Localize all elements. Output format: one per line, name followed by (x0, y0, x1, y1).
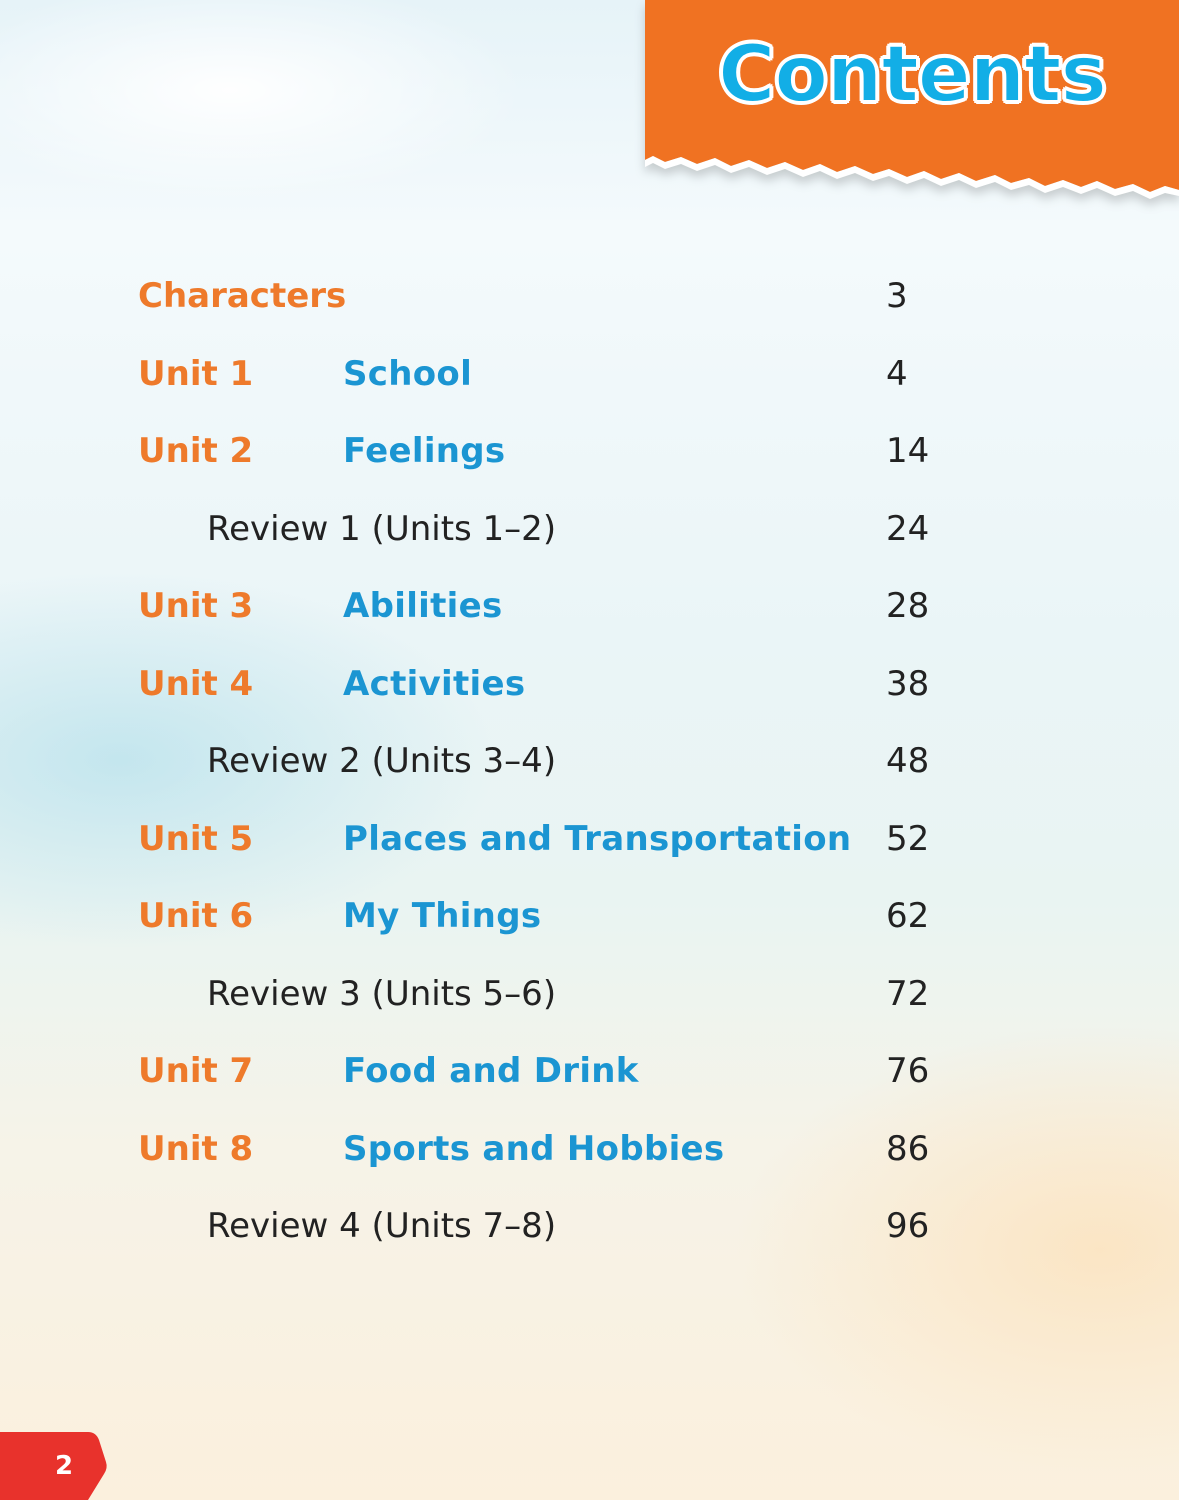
toc-page-number: 14 (886, 431, 930, 471)
page-number-tab (0, 1432, 110, 1500)
toc-label: Unit 8 (138, 1129, 254, 1169)
toc-page-number: 76 (886, 1051, 930, 1091)
toc-review-title: Review 2 (Units 3–4) (207, 741, 557, 781)
toc-label: Unit 4 (138, 664, 254, 704)
toc-page-number: 72 (886, 974, 930, 1014)
toc-review-title: Review 1 (Units 1–2) (207, 509, 557, 549)
toc-label: Unit 1 (138, 354, 254, 394)
toc-label: Unit 3 (138, 586, 254, 626)
toc-row-unit-3[interactable] (0, 581, 1179, 631)
toc-page-number: 28 (886, 586, 930, 626)
toc-page-number: 62 (886, 896, 930, 936)
toc-row-unit-1[interactable] (0, 349, 1179, 399)
toc-label: Characters (138, 276, 347, 316)
toc-row-characters[interactable] (0, 271, 1179, 321)
toc-page-number: 48 (886, 741, 930, 781)
toc-row-unit-5[interactable] (0, 814, 1179, 864)
toc-page-number: 3 (886, 276, 908, 316)
toc-page-number: 4 (886, 354, 908, 394)
toc-row-unit-6[interactable] (0, 891, 1179, 941)
toc-row-unit-7[interactable] (0, 1046, 1179, 1096)
toc-row-unit-8[interactable] (0, 1124, 1179, 1174)
toc-row-review-4[interactable] (0, 1201, 1179, 1251)
page-number: 2 (54, 1451, 74, 1481)
toc-page-number: 52 (886, 819, 930, 859)
toc-unit-title: My Things (343, 896, 542, 936)
toc-review-title: Review 4 (Units 7–8) (207, 1206, 557, 1246)
toc-unit-title: Places and Transportation (343, 819, 852, 859)
toc-page-number: 96 (886, 1206, 930, 1246)
page-title: Contents (718, 30, 1106, 120)
toc-unit-title: Food and Drink (343, 1051, 639, 1091)
toc-unit-title: School (343, 354, 473, 394)
toc-row-review-2[interactable] (0, 736, 1179, 786)
toc-row-unit-2[interactable] (0, 426, 1179, 476)
toc-row-review-1[interactable] (0, 504, 1179, 554)
toc-row-unit-4[interactable] (0, 659, 1179, 709)
toc-unit-title: Sports and Hobbies (343, 1129, 725, 1169)
toc-label: Unit 6 (138, 896, 254, 936)
toc-unit-title: Activities (343, 664, 526, 704)
toc-label: Unit 5 (138, 819, 254, 859)
toc-row-review-3[interactable] (0, 969, 1179, 1019)
toc-unit-title: Feelings (343, 431, 506, 471)
toc-page-number: 24 (886, 509, 930, 549)
toc-label: Unit 7 (138, 1051, 254, 1091)
toc-unit-title: Abilities (343, 586, 503, 626)
toc-page-number: 38 (886, 664, 930, 704)
toc-page-number: 86 (886, 1129, 930, 1169)
toc-review-title: Review 3 (Units 5–6) (207, 974, 557, 1014)
toc-label: Unit 2 (138, 431, 254, 471)
